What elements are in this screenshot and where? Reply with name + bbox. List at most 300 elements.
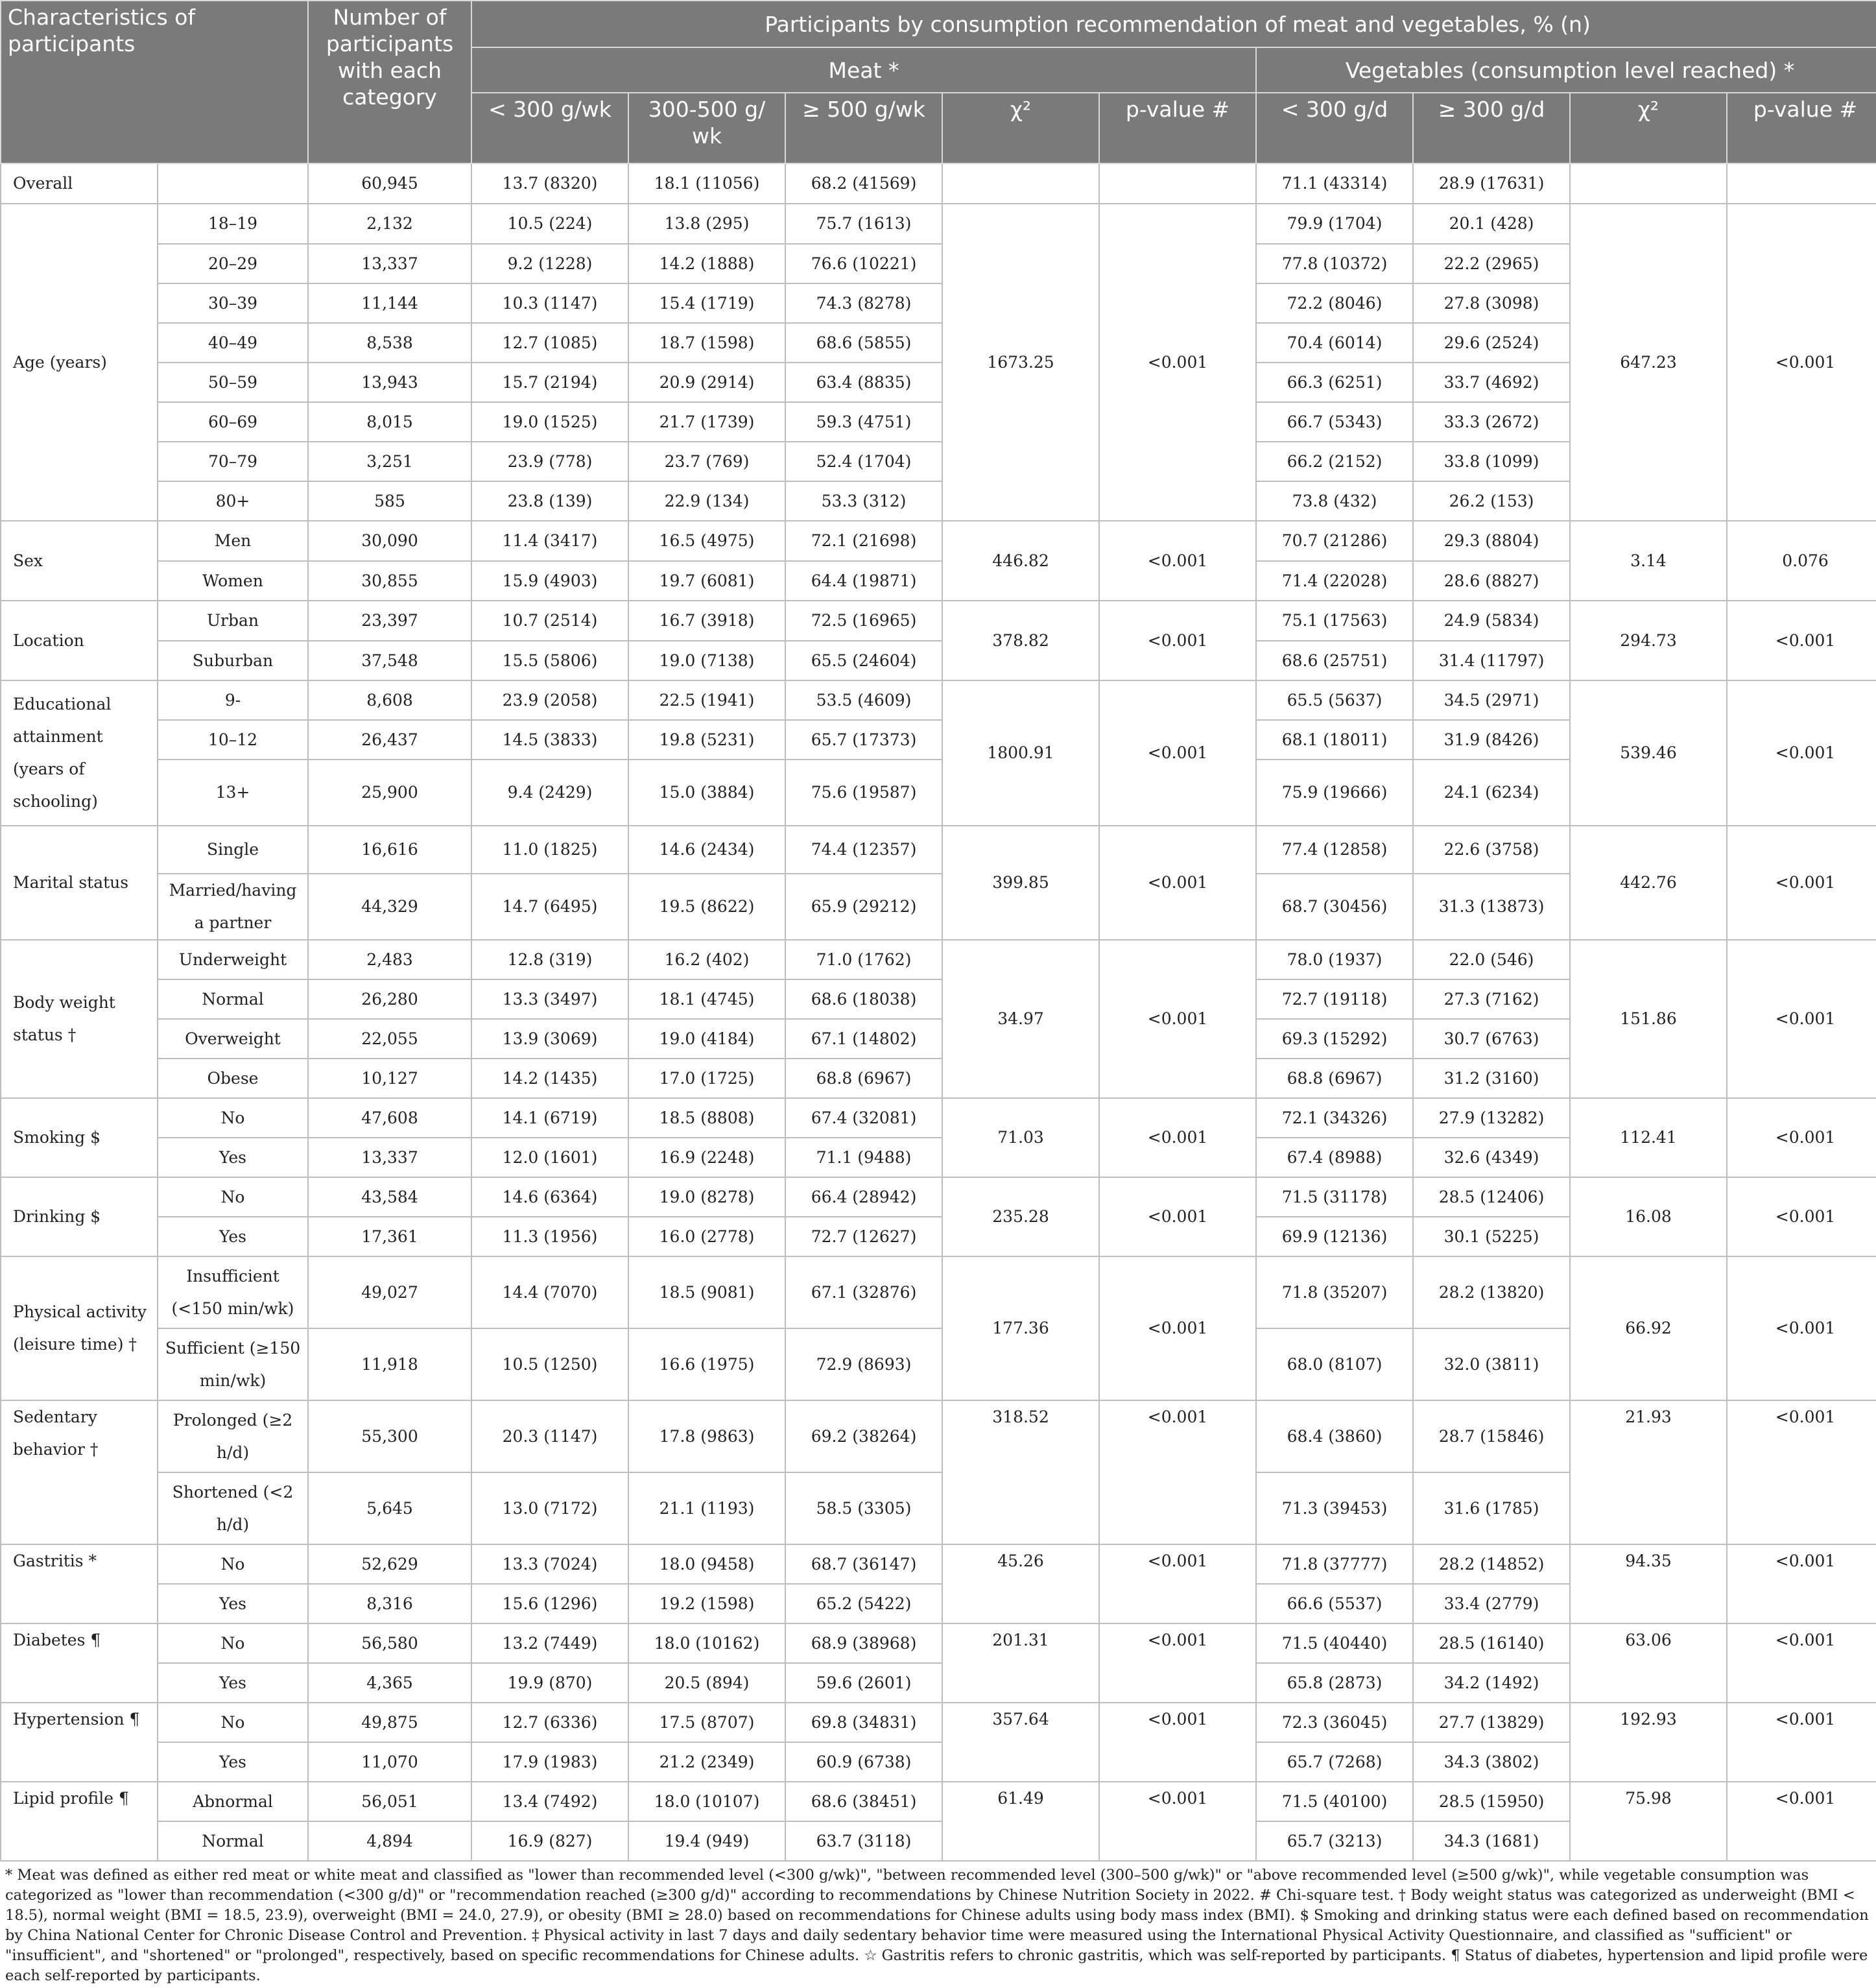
meat-chi-cell: 378.82 [942, 601, 1099, 680]
meat-lt300-cell: 13.3 (3497) [471, 979, 628, 1019]
veg-p-cell: <0.001 [1727, 1177, 1876, 1256]
header-veg-ge300: ≥ 300 g/d [1413, 93, 1570, 163]
veg-lt300-cell: 72.3 (36045) [1256, 1703, 1413, 1742]
meat-lt300-cell: 13.3 (7024) [471, 1544, 628, 1584]
meat-300-500-cell: 17.8 (9863) [628, 1400, 785, 1472]
header-meat-ge500: ≥ 500 g/wk [785, 93, 942, 163]
meat-lt300-cell: 17.9 (1983) [471, 1742, 628, 1782]
meat-300-500-cell: 16.0 (2778) [628, 1217, 785, 1256]
meat-p-cell: <0.001 [1099, 940, 1256, 1098]
meat-lt300-cell: 10.5 (1250) [471, 1328, 628, 1400]
veg-p-cell: <0.001 [1727, 204, 1876, 521]
veg-chi-cell: 63.06 [1570, 1623, 1727, 1703]
meat-ge500-cell: 68.9 (38968) [785, 1623, 942, 1663]
veg-p-cell: <0.001 [1727, 940, 1876, 1098]
meat-lt300-cell: 10.5 (224) [471, 204, 628, 244]
subgroup-label: Yes [158, 1138, 308, 1177]
table-row [1, 1782, 1876, 1821]
subgroup-label: Abnormal [158, 1782, 308, 1821]
group-label: Sedentary behavior † [1, 1400, 158, 1544]
veg-ge300-cell: 32.0 (3811) [1413, 1328, 1570, 1400]
veg-p-cell: <0.001 [1727, 1400, 1876, 1544]
subgroup-label: 50–59 [158, 363, 308, 402]
veg-p-cell: <0.001 [1727, 1782, 1876, 1861]
meat-ge500-cell: 74.4 (12357) [785, 826, 942, 874]
meat-ge500-cell: 53.5 (4609) [785, 680, 942, 720]
meat-300-500-cell: 19.4 (949) [628, 1821, 785, 1861]
veg-p-cell: 0.076 [1727, 521, 1876, 601]
veg-lt300-cell: 78.0 (1937) [1256, 940, 1413, 979]
veg-chi-cell: 3.14 [1570, 521, 1727, 601]
meat-ge500-cell: 74.3 (8278) [785, 283, 942, 323]
veg-ge300-cell: 33.7 (4692) [1413, 363, 1570, 402]
group-label: Age (years) [1, 204, 158, 521]
count-cell: 26,437 [308, 720, 471, 760]
table-footnote: * Meat was defined as either red meat or white meat and classified as "lower than recommended level (<300 g/wk)", "between recommended level (300–500 g/wk)" or "above recommended level (≥500 g/wk)", while vegetable consumption was categorized as "lower than recommendation (<300 g/d)" or "recommendation reached (≥300 g/d)" according to recommendations by Chinese Nutrition Society in 2022. # Chi-square test. † Body weight status was categorized as underweight (BMI < 18.5), normal weight (BMI = 18.5, 23.9), overweight (BMI = 24.0, 27.9), or obesity (BMI ≥ 28.0) based on recommendations for Chinese adults using body mass index (BMI). $ Smoking and drinking status were each defined based on recommendation by China National Center for Chronic Disease Control and Prevention. ‡ Physical activity in last 7 days and daily sedentary behavior time were measured using the International Physical Activity Questionnaire, and classified as "sufficient" or "insufficient", and "shortened" or "prolonged", respectively, based on specific recommendations for Chinese adults. ☆ Gastritis refers to chronic gastritis, which was self-reported by participants. ¶ Status of diabetes, hypertension and lipid profile were each self-reported by participants. [5, 1867, 1869, 1984]
meat-lt300-cell: 15.6 (1296) [471, 1584, 628, 1623]
subgroup-label: Single [158, 826, 308, 874]
table-row [1, 204, 1876, 244]
meat-chi-cell: 1673.25 [942, 204, 1099, 521]
header-group-title: Participants by consumption recommendation of meat and vegetables, % (n) [471, 1, 1876, 47]
subgroup-label [158, 163, 308, 204]
veg-chi-cell: 647.23 [1570, 204, 1727, 521]
veg-ge300-cell: 28.5 (15950) [1413, 1782, 1570, 1821]
count-cell: 4,894 [308, 1821, 471, 1861]
meat-ge500-cell: 67.4 (32081) [785, 1098, 942, 1138]
table-row [1, 1623, 1876, 1663]
veg-lt300-cell: 75.9 (19666) [1256, 760, 1413, 826]
count-cell: 26,280 [308, 979, 471, 1019]
count-cell: 11,070 [308, 1742, 471, 1782]
meat-ge500-cell: 53.3 (312) [785, 481, 942, 521]
veg-lt300-cell: 66.2 (2152) [1256, 442, 1413, 481]
meat-ge500-cell: 65.5 (24604) [785, 641, 942, 680]
table-row [1, 940, 1876, 979]
veg-lt300-cell: 68.8 (6967) [1256, 1059, 1413, 1098]
meat-ge500-cell: 68.8 (6967) [785, 1059, 942, 1098]
veg-ge300-cell: 29.6 (2524) [1413, 323, 1570, 363]
meat-ge500-cell: 68.7 (36147) [785, 1544, 942, 1584]
header-vegetables: Vegetables (consumption level reached) * [1256, 47, 1876, 93]
veg-p-cell: <0.001 [1727, 1623, 1876, 1703]
subgroup-label: Normal [158, 979, 308, 1019]
subgroup-label: Obese [158, 1059, 308, 1098]
meat-p-cell: <0.001 [1099, 1782, 1256, 1861]
count-cell: 5,645 [308, 1472, 471, 1544]
subgroup-label: No [158, 1098, 308, 1138]
meat-chi-cell: 45.26 [942, 1544, 1099, 1623]
meat-ge500-cell: 68.6 (38451) [785, 1782, 942, 1821]
veg-chi-cell: 539.46 [1570, 680, 1727, 826]
meat-lt300-cell: 12.0 (1601) [471, 1138, 628, 1177]
count-cell: 56,580 [308, 1623, 471, 1663]
meat-300-500-cell: 21.7 (1739) [628, 402, 785, 442]
veg-ge300-cell: 29.3 (8804) [1413, 521, 1570, 561]
veg-p-cell: <0.001 [1727, 1703, 1876, 1782]
count-cell: 8,316 [308, 1584, 471, 1623]
meat-300-500-cell: 19.5 (8622) [628, 874, 785, 940]
header-participant-count: Number of participants with each category [308, 1, 471, 163]
subgroup-label: 13+ [158, 760, 308, 826]
veg-lt300-cell: 69.3 (15292) [1256, 1019, 1413, 1059]
subgroup-label: 70–79 [158, 442, 308, 481]
count-cell: 13,337 [308, 1138, 471, 1177]
subgroup-label: Prolonged (≥2 h/d) [158, 1400, 308, 1472]
veg-ge300-cell: 32.6 (4349) [1413, 1138, 1570, 1177]
group-label: Location [1, 601, 158, 680]
meat-lt300-cell: 20.3 (1147) [471, 1400, 628, 1472]
table-row [1, 680, 1876, 720]
count-cell: 37,548 [308, 641, 471, 680]
meat-300-500-cell: 17.0 (1725) [628, 1059, 785, 1098]
veg-ge300-cell: 20.1 (428) [1413, 204, 1570, 244]
subgroup-label: Normal [158, 1821, 308, 1861]
count-cell: 52,629 [308, 1544, 471, 1584]
count-cell: 8,015 [308, 402, 471, 442]
meat-ge500-cell: 58.5 (3305) [785, 1472, 942, 1544]
veg-ge300-cell: 30.1 (5225) [1413, 1217, 1570, 1256]
meat-ge500-cell: 76.6 (10221) [785, 244, 942, 283]
header-meat: Meat * [471, 47, 1256, 93]
meat-ge500-cell: 75.7 (1613) [785, 204, 942, 244]
count-cell: 11,918 [308, 1328, 471, 1400]
count-cell: 16,616 [308, 826, 471, 874]
meat-ge500-cell: 66.4 (28942) [785, 1177, 942, 1217]
meat-300-500-cell: 22.9 (134) [628, 481, 785, 521]
veg-ge300-cell: 33.4 (2779) [1413, 1584, 1570, 1623]
meat-lt300-cell: 23.8 (139) [471, 481, 628, 521]
veg-p-cell: <0.001 [1727, 1098, 1876, 1177]
meat-ge500-cell: 72.5 (16965) [785, 601, 942, 641]
subgroup-label: Overweight [158, 1019, 308, 1059]
meat-lt300-cell: 23.9 (2058) [471, 680, 628, 720]
count-cell: 49,875 [308, 1703, 471, 1742]
subgroup-label: Yes [158, 1584, 308, 1623]
count-cell: 22,055 [308, 1019, 471, 1059]
meat-ge500-cell: 69.2 (38264) [785, 1400, 942, 1472]
veg-lt300-cell: 69.9 (12136) [1256, 1217, 1413, 1256]
subgroup-label: Married/having a partner [158, 874, 308, 940]
subgroup-label: No [158, 1177, 308, 1217]
subgroup-label: No [158, 1544, 308, 1584]
veg-chi-cell: 16.08 [1570, 1177, 1727, 1256]
meat-300-500-cell: 19.0 (4184) [628, 1019, 785, 1059]
veg-lt300-cell: 66.6 (5537) [1256, 1584, 1413, 1623]
meat-300-500-cell: 16.7 (3918) [628, 601, 785, 641]
count-cell: 11,144 [308, 283, 471, 323]
table-row [1, 521, 1876, 561]
meat-p-cell: <0.001 [1099, 1544, 1256, 1623]
veg-lt300-cell: 72.7 (19118) [1256, 979, 1413, 1019]
subgroup-label: 20–29 [158, 244, 308, 283]
veg-ge300-cell: 34.3 (1681) [1413, 1821, 1570, 1861]
veg-lt300-cell: 71.8 (37777) [1256, 1544, 1413, 1584]
table-row [1, 826, 1876, 874]
meat-300-500-cell: 23.7 (769) [628, 442, 785, 481]
count-cell: 10,127 [308, 1059, 471, 1098]
table-row [1, 1256, 1876, 1328]
veg-ge300-cell: 28.7 (15846) [1413, 1400, 1570, 1472]
meat-chi-cell [942, 163, 1099, 204]
meat-ge500-cell: 65.9 (29212) [785, 874, 942, 940]
meat-chi-cell: 399.85 [942, 826, 1099, 940]
count-cell: 3,251 [308, 442, 471, 481]
veg-lt300-cell: 68.6 (25751) [1256, 641, 1413, 680]
meat-300-500-cell: 19.0 (8278) [628, 1177, 785, 1217]
meat-p-cell: <0.001 [1099, 1177, 1256, 1256]
veg-lt300-cell: 79.9 (1704) [1256, 204, 1413, 244]
count-cell: 30,855 [308, 561, 471, 601]
veg-ge300-cell: 31.6 (1785) [1413, 1472, 1570, 1544]
subgroup-label: 30–39 [158, 283, 308, 323]
meat-ge500-cell: 59.6 (2601) [785, 1663, 942, 1703]
meat-lt300-cell: 15.7 (2194) [471, 363, 628, 402]
meat-lt300-cell: 13.4 (7492) [471, 1782, 628, 1821]
meat-lt300-cell: 23.9 (778) [471, 442, 628, 481]
meat-ge500-cell: 63.7 (3118) [785, 1821, 942, 1861]
meat-300-500-cell: 14.2 (1888) [628, 244, 785, 283]
meat-ge500-cell: 52.4 (1704) [785, 442, 942, 481]
meat-chi-cell: 235.28 [942, 1177, 1099, 1256]
meat-ge500-cell: 65.2 (5422) [785, 1584, 942, 1623]
meat-ge500-cell: 68.6 (18038) [785, 979, 942, 1019]
veg-ge300-cell: 28.5 (12406) [1413, 1177, 1570, 1217]
meat-300-500-cell: 18.1 (11056) [628, 163, 785, 204]
header-veg-chi-square: χ² [1570, 93, 1727, 163]
group-label: Lipid profile ¶ [1, 1782, 158, 1861]
veg-chi-cell: 94.35 [1570, 1544, 1727, 1623]
count-cell: 8,538 [308, 323, 471, 363]
count-cell: 55,300 [308, 1400, 471, 1472]
count-cell: 585 [308, 481, 471, 521]
meat-p-cell: <0.001 [1099, 1098, 1256, 1177]
veg-p-cell: <0.001 [1727, 1256, 1876, 1400]
veg-lt300-cell: 66.7 (5343) [1256, 402, 1413, 442]
veg-ge300-cell: 27.8 (3098) [1413, 283, 1570, 323]
veg-chi-cell: 112.41 [1570, 1098, 1727, 1177]
meat-ge500-cell: 72.7 (12627) [785, 1217, 942, 1256]
meat-ge500-cell: 59.3 (4751) [785, 402, 942, 442]
meat-ge500-cell: 64.4 (19871) [785, 561, 942, 601]
header-meat-300-500: 300-500 g/ wk [628, 93, 785, 163]
meat-chi-cell: 71.03 [942, 1098, 1099, 1177]
meat-p-cell: <0.001 [1099, 1703, 1256, 1782]
meat-lt300-cell: 9.4 (2429) [471, 760, 628, 826]
count-cell: 2,132 [308, 204, 471, 244]
subgroup-label: 10–12 [158, 720, 308, 760]
meat-lt300-cell: 14.7 (6495) [471, 874, 628, 940]
meat-300-500-cell: 15.0 (3884) [628, 760, 785, 826]
subgroup-label: 40–49 [158, 323, 308, 363]
meat-p-cell: <0.001 [1099, 1623, 1256, 1703]
meat-lt300-cell: 19.0 (1525) [471, 402, 628, 442]
meat-lt300-cell: 12.7 (6336) [471, 1703, 628, 1742]
veg-chi-cell: 66.92 [1570, 1256, 1727, 1400]
meat-p-cell: <0.001 [1099, 826, 1256, 940]
subgroup-label: No [158, 1623, 308, 1663]
table-body [1, 163, 1876, 1861]
group-label: Sex [1, 521, 158, 601]
meat-p-cell: <0.001 [1099, 204, 1256, 521]
meat-300-500-cell: 18.0 (10162) [628, 1623, 785, 1663]
meat-ge500-cell: 69.8 (34831) [785, 1703, 942, 1742]
group-label: Diabetes ¶ [1, 1623, 158, 1703]
count-cell: 43,584 [308, 1177, 471, 1217]
count-cell: 25,900 [308, 760, 471, 826]
veg-lt300-cell: 71.5 (40440) [1256, 1623, 1413, 1663]
count-cell: 56,051 [308, 1782, 471, 1821]
meat-lt300-cell: 13.7 (8320) [471, 163, 628, 204]
veg-chi-cell: 294.73 [1570, 601, 1727, 680]
meat-ge500-cell: 71.1 (9488) [785, 1138, 942, 1177]
veg-lt300-cell: 65.7 (3213) [1256, 1821, 1413, 1861]
meat-300-500-cell: 16.2 (402) [628, 940, 785, 979]
veg-chi-cell: 442.76 [1570, 826, 1727, 940]
veg-ge300-cell: 30.7 (6763) [1413, 1019, 1570, 1059]
table-row [1, 163, 1876, 204]
meat-ge500-cell: 72.1 (21698) [785, 521, 942, 561]
meat-ge500-cell: 67.1 (14802) [785, 1019, 942, 1059]
veg-lt300-cell: 77.8 (10372) [1256, 244, 1413, 283]
subgroup-label: 9- [158, 680, 308, 720]
meat-ge500-cell: 72.9 (8693) [785, 1328, 942, 1400]
meat-lt300-cell: 9.2 (1228) [471, 244, 628, 283]
meat-p-cell: <0.001 [1099, 1256, 1256, 1400]
veg-p-cell: <0.001 [1727, 1544, 1876, 1623]
veg-lt300-cell: 68.7 (30456) [1256, 874, 1413, 940]
group-label: Overall [1, 163, 158, 204]
group-label: Hypertension ¶ [1, 1703, 158, 1782]
veg-lt300-cell: 68.4 (3860) [1256, 1400, 1413, 1472]
subgroup-label: 60–69 [158, 402, 308, 442]
meat-300-500-cell: 19.0 (7138) [628, 641, 785, 680]
veg-ge300-cell: 34.5 (2971) [1413, 680, 1570, 720]
count-cell: 60,945 [308, 163, 471, 204]
veg-lt300-cell: 75.1 (17563) [1256, 601, 1413, 641]
meat-300-500-cell: 18.7 (1598) [628, 323, 785, 363]
veg-lt300-cell: 72.1 (34326) [1256, 1098, 1413, 1138]
subgroup-label: Yes [158, 1742, 308, 1782]
subgroup-label: 80+ [158, 481, 308, 521]
subgroup-label: Urban [158, 601, 308, 641]
subgroup-label: 18–19 [158, 204, 308, 244]
subgroup-label: Women [158, 561, 308, 601]
meat-chi-cell: 177.36 [942, 1256, 1099, 1400]
veg-lt300-cell: 68.1 (18011) [1256, 720, 1413, 760]
subgroup-label: Yes [158, 1217, 308, 1256]
meat-lt300-cell: 15.9 (4903) [471, 561, 628, 601]
meat-300-500-cell: 20.5 (894) [628, 1663, 785, 1703]
meat-ge500-cell: 65.7 (17373) [785, 720, 942, 760]
veg-ge300-cell: 24.1 (6234) [1413, 760, 1570, 826]
meat-lt300-cell: 11.4 (3417) [471, 521, 628, 561]
group-label: Physical activity (leisure time) † [1, 1256, 158, 1400]
subgroup-label: Underweight [158, 940, 308, 979]
count-cell: 4,365 [308, 1663, 471, 1703]
veg-ge300-cell: 27.3 (7162) [1413, 979, 1570, 1019]
veg-lt300-cell: 77.4 (12858) [1256, 826, 1413, 874]
veg-ge300-cell: 22.2 (2965) [1413, 244, 1570, 283]
veg-chi-cell: 21.93 [1570, 1400, 1727, 1544]
meat-300-500-cell: 18.0 (9458) [628, 1544, 785, 1584]
meat-chi-cell: 201.31 [942, 1623, 1099, 1703]
meat-ge500-cell: 60.9 (6738) [785, 1742, 942, 1782]
veg-chi-cell: 75.98 [1570, 1782, 1727, 1861]
meat-300-500-cell: 18.5 (8808) [628, 1098, 785, 1138]
veg-ge300-cell: 27.7 (13829) [1413, 1703, 1570, 1742]
veg-ge300-cell: 31.3 (13873) [1413, 874, 1570, 940]
group-label: Body weight status † [1, 940, 158, 1098]
group-label: Drinking $ [1, 1177, 158, 1256]
meat-p-cell: <0.001 [1099, 521, 1256, 601]
table-row [1, 1400, 1876, 1472]
meat-p-cell: <0.001 [1099, 1400, 1256, 1544]
meat-300-500-cell: 20.9 (2914) [628, 363, 785, 402]
meat-p-cell [1099, 163, 1256, 204]
meat-300-500-cell: 14.6 (2434) [628, 826, 785, 874]
subgroup-label: Insufficient (<150 min/wk) [158, 1256, 308, 1328]
group-label: Educational attainment (years of schooling) [1, 680, 158, 826]
meat-300-500-cell: 16.5 (4975) [628, 521, 785, 561]
meat-lt300-cell: 13.9 (3069) [471, 1019, 628, 1059]
meat-chi-cell: 318.52 [942, 1400, 1099, 1544]
meat-lt300-cell: 14.2 (1435) [471, 1059, 628, 1098]
veg-ge300-cell: 34.3 (3802) [1413, 1742, 1570, 1782]
subgroup-label: Yes [158, 1663, 308, 1703]
veg-lt300-cell: 70.7 (21286) [1256, 521, 1413, 561]
meat-ge500-cell: 75.6 (19587) [785, 760, 942, 826]
veg-ge300-cell: 27.9 (13282) [1413, 1098, 1570, 1138]
count-cell: 44,329 [308, 874, 471, 940]
count-cell: 23,397 [308, 601, 471, 641]
meat-300-500-cell: 13.8 (295) [628, 204, 785, 244]
count-cell: 17,361 [308, 1217, 471, 1256]
meat-lt300-cell: 15.5 (5806) [471, 641, 628, 680]
meat-chi-cell: 446.82 [942, 521, 1099, 601]
table-row [1, 1703, 1876, 1742]
meat-chi-cell: 1800.91 [942, 680, 1099, 826]
veg-ge300-cell: 28.2 (14852) [1413, 1544, 1570, 1584]
veg-chi-cell [1570, 163, 1727, 204]
count-cell: 49,027 [308, 1256, 471, 1328]
veg-ge300-cell: 34.2 (1492) [1413, 1663, 1570, 1703]
meat-lt300-cell: 12.8 (319) [471, 940, 628, 979]
meat-lt300-cell: 16.9 (827) [471, 1821, 628, 1861]
meat-lt300-cell: 14.4 (7070) [471, 1256, 628, 1328]
meat-p-cell: <0.001 [1099, 680, 1256, 826]
veg-p-cell: <0.001 [1727, 826, 1876, 940]
group-label: Marital status [1, 826, 158, 940]
count-cell: 13,337 [308, 244, 471, 283]
veg-lt300-cell: 72.2 (8046) [1256, 283, 1413, 323]
veg-ge300-cell: 28.9 (17631) [1413, 163, 1570, 204]
meat-300-500-cell: 17.5 (8707) [628, 1703, 785, 1742]
veg-ge300-cell: 22.6 (3758) [1413, 826, 1570, 874]
meat-lt300-cell: 13.2 (7449) [471, 1623, 628, 1663]
meat-ge500-cell: 67.1 (32876) [785, 1256, 942, 1328]
table-row [1, 1098, 1876, 1138]
veg-chi-cell: 192.93 [1570, 1703, 1727, 1782]
subgroup-label: Men [158, 521, 308, 561]
header-meat-lt300: < 300 g/wk [471, 93, 628, 163]
meat-300-500-cell: 22.5 (1941) [628, 680, 785, 720]
veg-lt300-cell: 70.4 (6014) [1256, 323, 1413, 363]
count-cell: 47,608 [308, 1098, 471, 1138]
veg-chi-cell: 151.86 [1570, 940, 1727, 1098]
meat-lt300-cell: 19.9 (870) [471, 1663, 628, 1703]
veg-p-cell [1727, 163, 1876, 204]
